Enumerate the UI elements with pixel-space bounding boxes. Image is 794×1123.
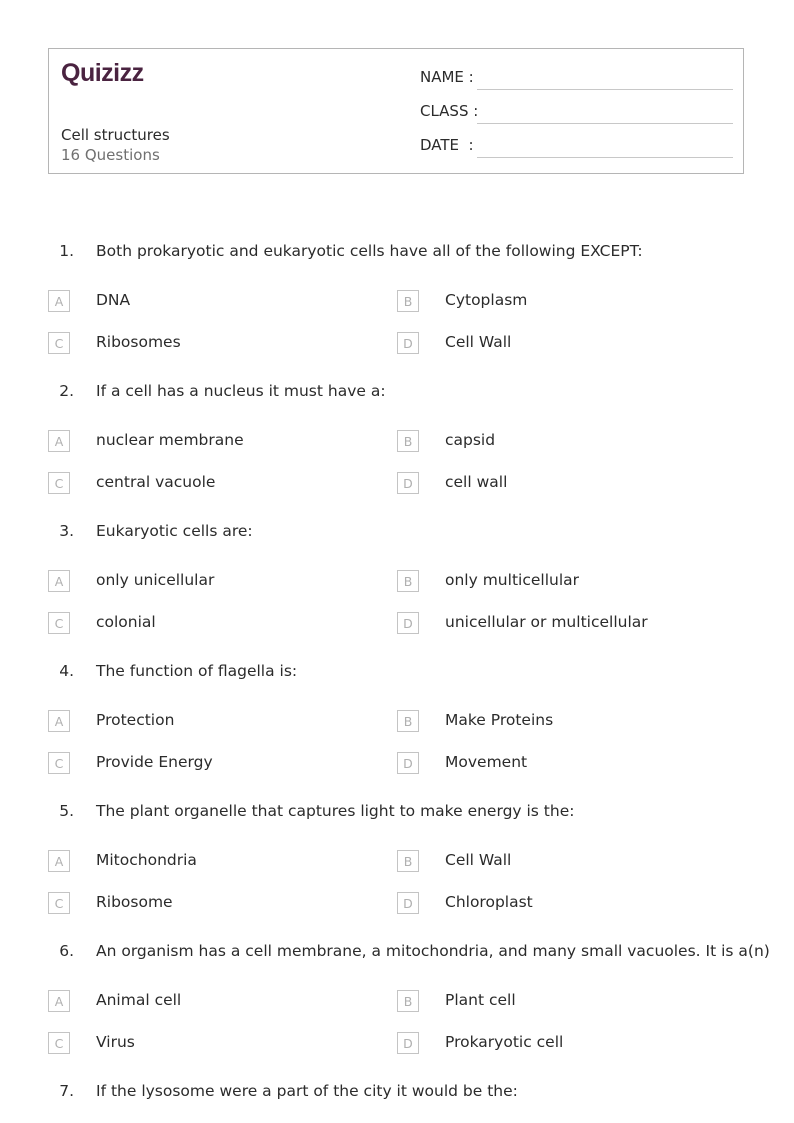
option-letter-box[interactable]: B — [397, 710, 419, 732]
option-text: unicellular or multicellular — [445, 613, 648, 631]
question-text: An organism has a cell membrane, a mitochondria, and many small vacuoles. It is a(n) — [96, 942, 770, 960]
date-label: DATE : — [420, 136, 474, 154]
option-letter-box[interactable]: A — [48, 430, 70, 452]
option-letter-box[interactable]: D — [397, 472, 419, 494]
option-text: Chloroplast — [445, 893, 533, 911]
option-text: Movement — [445, 753, 528, 771]
option-letter-box[interactable]: A — [48, 990, 70, 1012]
option-text: DNA — [96, 291, 131, 309]
option-text: capsid — [445, 431, 496, 449]
option-letter-box[interactable]: A — [48, 710, 70, 732]
question-number: 2. — [59, 382, 74, 400]
option-letter-box[interactable]: D — [397, 1032, 419, 1054]
question-text: The plant organelle that captures light to make energy is the: — [96, 802, 575, 820]
quizizz-logo: Quizizz — [61, 59, 144, 87]
option-letter-box[interactable]: D — [397, 892, 419, 914]
option-letter-box[interactable]: B — [397, 570, 419, 592]
question-text: Both prokaryotic and eukaryotic cells have all of the following EXCEPT: — [96, 242, 643, 260]
option-text: Cell Wall — [445, 851, 512, 869]
option-text: nuclear membrane — [96, 431, 244, 449]
option-text: Plant cell — [445, 991, 516, 1009]
question-number: 1. — [59, 242, 74, 260]
option-letter-box[interactable]: B — [397, 430, 419, 452]
class-label: CLASS : — [420, 102, 479, 120]
option-letter-box[interactable]: B — [397, 990, 419, 1012]
option-text: Provide Energy — [96, 753, 213, 771]
option-text: Prokaryotic cell — [445, 1033, 564, 1051]
question-text: If a cell has a nucleus it must have a: — [96, 382, 386, 400]
option-text: only multicellular — [445, 571, 579, 589]
option-text: central vacuole — [96, 473, 216, 491]
option-text: Cell Wall — [445, 333, 512, 351]
option-text: only unicellular — [96, 571, 215, 589]
option-letter-box[interactable]: A — [48, 290, 70, 312]
option-text: Animal cell — [96, 991, 182, 1009]
question-number: 4. — [59, 662, 74, 680]
option-letter-box[interactable]: D — [397, 752, 419, 774]
option-letter-box[interactable]: B — [397, 290, 419, 312]
name-field[interactable] — [477, 89, 733, 90]
option-text: Make Proteins — [445, 711, 554, 729]
option-text: colonial — [96, 613, 156, 631]
option-text: Mitochondria — [96, 851, 197, 869]
question-number: 7. — [59, 1082, 74, 1100]
option-letter-box[interactable]: D — [397, 332, 419, 354]
question-text: The function of flagella is: — [96, 662, 298, 680]
name-label: NAME : — [420, 68, 474, 86]
question-text: If the lysosome were a part of the city it would be the: — [96, 1082, 518, 1100]
date-field[interactable] — [477, 157, 733, 158]
question-number: 3. — [59, 522, 74, 540]
option-letter-box[interactable]: C — [48, 472, 70, 494]
class-field[interactable] — [477, 123, 733, 124]
worksheet-header — [48, 48, 744, 174]
option-text: Ribosome — [96, 893, 173, 911]
option-letter-box[interactable]: C — [48, 892, 70, 914]
question-count: 16 Questions — [61, 146, 160, 164]
option-text: Protection — [96, 711, 175, 729]
option-text: Ribosomes — [96, 333, 181, 351]
question-text: Eukaryotic cells are: — [96, 522, 253, 540]
option-letter-box[interactable]: C — [48, 332, 70, 354]
option-letter-box[interactable]: C — [48, 1032, 70, 1054]
option-text: cell wall — [445, 473, 508, 491]
option-letter-box[interactable]: A — [48, 570, 70, 592]
option-letter-box[interactable]: C — [48, 752, 70, 774]
question-number: 6. — [59, 942, 74, 960]
option-text: Virus — [96, 1033, 135, 1051]
question-number: 5. — [59, 802, 74, 820]
option-letter-box[interactable]: D — [397, 612, 419, 634]
option-letter-box[interactable]: C — [48, 612, 70, 634]
option-letter-box[interactable]: B — [397, 850, 419, 872]
option-letter-box[interactable]: A — [48, 850, 70, 872]
worksheet-title: Cell structures — [61, 126, 170, 144]
option-text: Cytoplasm — [445, 291, 528, 309]
